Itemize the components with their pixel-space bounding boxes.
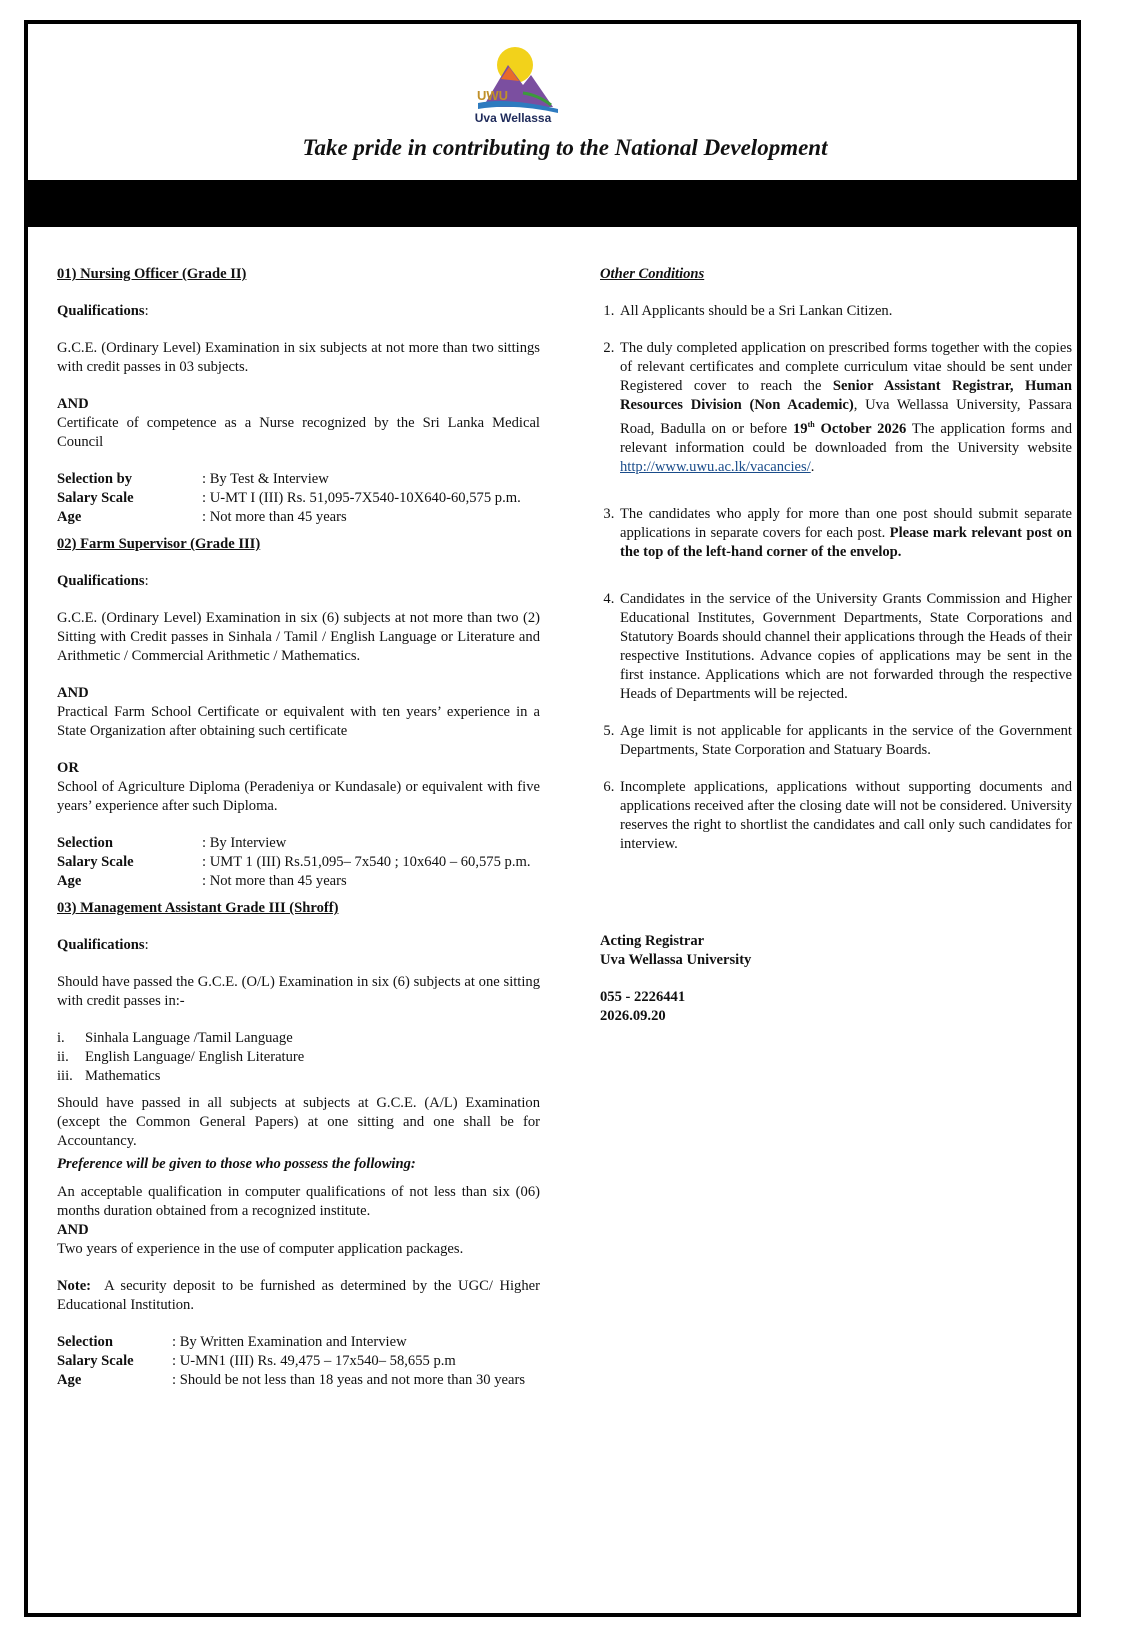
qualification-text: Should have passed the G.C.E. (O/L) Examination in six (6) subjects at one sitting with credit passes in:- bbox=[57, 974, 540, 1009]
selection-label: Selection by bbox=[57, 471, 132, 487]
header-banner bbox=[28, 180, 1077, 227]
signatory-title: Acting Registrar bbox=[600, 932, 705, 949]
preference-text: Two years of experience in the use of computer application packages. bbox=[57, 1241, 464, 1257]
age-label: Age bbox=[57, 509, 82, 525]
uwu-logo-icon bbox=[463, 45, 563, 115]
subject-list bbox=[57, 1029, 540, 1086]
list-item: ii. English Language/ English Literature bbox=[57, 1049, 305, 1065]
conditions-list bbox=[600, 302, 1072, 854]
salary-value: : U-MT I (III) Rs. 51,095-7X540-10X640-60,575 p.m. bbox=[202, 490, 521, 506]
qualifications-label: Qualifications bbox=[57, 937, 145, 953]
age-label: Age bbox=[57, 873, 82, 889]
condition-item: 2. The duly completed application on prescribed forms together with the copies of relevant certificates and complete curriculum vitae should be sent under Registered cover to reach the Senior Assistant Registrar, Human Resources Division (Non Academic), Uva Wellassa University, Passara Road, Badulla on or before 19th October 2026 The application forms and relevant information could be downloaded from the University website http://www.uwu.ac.lk/vacancies/. bbox=[618, 339, 1072, 477]
age-value: : Not more than 45 years bbox=[202, 509, 347, 525]
conditions-title: Other Conditions bbox=[600, 266, 705, 282]
list-item: iii. Mathematics bbox=[57, 1068, 161, 1084]
issue-date: 2026.09.20 bbox=[600, 1007, 666, 1024]
salary-value: : U-MN1 (III) Rs. 49,475 – 17x540– 58,655 p.m bbox=[172, 1353, 456, 1369]
post-title: 02) Farm Supervisor (Grade III) bbox=[57, 536, 261, 552]
conditions-column bbox=[600, 265, 1072, 1026]
university-logo bbox=[463, 45, 563, 125]
salary-label: Salary Scale bbox=[57, 854, 134, 870]
qualifications-label: Qualifications bbox=[57, 303, 145, 319]
condition-item: 4. Candidates in the service of the University Grants Commission and Higher Educational Institutes, Government Departments, State Corporations and Statutory Boards should channel their applications through the Heads of their respective Institutions. Advance copies of applications may be sent in the first instance. Applications which are not forwarded through the respective Heads of Departments will be rejected. bbox=[618, 590, 1072, 704]
and-label: AND bbox=[57, 1222, 89, 1238]
post-title: 01) Nursing Officer (Grade II) bbox=[57, 266, 247, 282]
condition-item: 5. Age limit is not applicable for applicants in the service of the Government Departments, State Corporation and Statuary Boards. bbox=[618, 722, 1072, 760]
preference-text: An acceptable qualification in computer qualifications of not less than six (06) months duration obtained from a recognized institute. bbox=[57, 1184, 540, 1219]
note-label: Note: bbox=[57, 1278, 92, 1294]
age-label: Age bbox=[57, 1372, 82, 1388]
qualification-text: Should have passed in all subjects at subjects at G.C.E. (A/L) Examination (except the Common General Papers) at one sitting and one shall be for Accountancy. bbox=[57, 1095, 540, 1149]
note-text: A security deposit to be furnished as determined by the UGC/ Higher Educational Institution. bbox=[57, 1278, 540, 1313]
qualification-text: G.C.E. (Ordinary Level) Examination in six (6) subjects at not more than two (2) Sitting with Credit passes in Sinhala / Tamil / English Language or Literature and Arithmetic / Commercial Arithmetic / Mathematics. bbox=[57, 610, 540, 664]
qualifications-label: Qualifications bbox=[57, 573, 145, 589]
vacancies-link[interactable]: http://www.uwu.ac.lk/vacancies/ bbox=[620, 458, 811, 475]
or-label: OR bbox=[57, 760, 79, 776]
signatory-org: Uva Wellassa University bbox=[600, 951, 752, 968]
list-item: i. Sinhala Language /Tamil Language bbox=[57, 1030, 293, 1046]
selection-value: : By Written Examination and Interview bbox=[172, 1334, 407, 1350]
and-label: AND bbox=[57, 685, 89, 701]
post-title: 03) Management Assistant Grade III (Shroff) bbox=[57, 900, 339, 916]
selection-value: : By Interview bbox=[202, 835, 287, 851]
salary-label: Salary Scale bbox=[57, 490, 134, 506]
qualification-text: G.C.E. (Ordinary Level) Examination in six subjects at not more than two sittings with credit passes in 03 subjects. bbox=[57, 340, 540, 375]
age-value: : Not more than 45 years bbox=[202, 873, 347, 889]
posts-column: 01) Nursing Officer (Grade II) Qualifications: G.C.E. (Ordinary Level) Examination in six subjects at not more than two sittings with credit passes in 03 subjects. AND Certificate of competence as a Nurse recognized by the Sri Lanka Medical Council Selection by : By Test & Interview Salary Scale : U-MT I (III) Rs. 51,095-7X540-10X640-60,575 p.m. Age : Not more than 45 years 02) Farm Supervisor (Grade III) Qualifications: G.C.E. (Ordinary Level) Examination in six (6) subjects at not more than two (2) Sitting with Credit passes in Sinhala / Tamil / English Language or Literature and Arithmetic / Commercial Arithmetic / Mathematics. AND Practical Farm School Certificate or equivalent with ten years’ experience in a State Organization after obtaining such certificate OR School of Agriculture Diploma (Peradeniya or Kundasale) or equivalent with five years’ experience after such Diploma. Selection : By Interview Salary Scale : UMT 1 (III) Rs.51,095– 7x540 ; 10x640 – 60,575 p.m. Age : Not more than 45 years 03) Management Assistant Grade III (Shroff) Qualifications: Should have passed the G.C.E. (O/L) Examination in six (6) subjects at one sitting with credit passes in:- i. Sinhala Language /Tamil Language ii. English Language/ English Literature iii. Mathematics Should have passed in all subjects at subjects at G.C.E. (A/L) Examination (except the Common General Papers) at one sitting and one shall be for Accountancy. Preference will be given to those who possess the following: An acceptable qualification in computer qualifications of not less than six (06) months duration obtained from a recognized institute. AND Two years of experience in the use of computer application packages. Note: A security deposit to be furnished as determined by the UGC/ Higher Educational Institution. Selection : By Written Examination and Interview Salary Scale : U-MN1 (III) Rs. 49,475 – 17x540– 58,655 p.m Age : Should be not less than 18 yeas and not more than 30 years bbox=[57, 266, 540, 1388]
preference-heading: Preference will be given to those who possess the following: bbox=[57, 1156, 416, 1172]
condition-item: 1. All Applicants should be a Sri Lankan Citizen. bbox=[618, 302, 1072, 321]
svg-text:UWU: UWU bbox=[477, 88, 509, 103]
qualification-text: Certificate of competence as a Nurse recognized by the Sri Lanka Medical Council bbox=[57, 415, 540, 450]
qualification-text: Practical Farm School Certificate or equivalent with ten years’ experience in a State Organization after obtaining such certificate bbox=[57, 704, 540, 739]
selection-label: Selection bbox=[57, 1334, 113, 1350]
condition-item: 3. The candidates who apply for more than one post should submit separate applications in separate covers for each post. Please mark relevant post on the top of the left-hand corner of the envelop. bbox=[618, 505, 1072, 562]
age-value: : Should be not less than 18 yeas and not more than 30 years bbox=[172, 1372, 526, 1388]
logo-caption: Uva Wellassa bbox=[474, 111, 552, 125]
condition-item: 6. Incomplete applications, applications without supporting documents and applications received after the closing date will not be considered. University reserves the right to shortlist the candidates and call only such candidates for interview. bbox=[618, 778, 1072, 854]
salary-value: : UMT 1 (III) Rs.51,095– 7x540 ; 10x640 – 60,575 p.m. bbox=[202, 854, 531, 870]
selection-value: : By Test & Interview bbox=[202, 471, 329, 487]
contact-phone: 055 - 2226441 bbox=[600, 988, 686, 1005]
salary-label: Salary Scale bbox=[57, 1353, 134, 1369]
qualification-text: School of Agriculture Diploma (Peradeniya or Kundasale) or equivalent with five years’ experience after such Diploma. bbox=[57, 779, 540, 814]
selection-label: Selection bbox=[57, 835, 113, 851]
and-label: AND bbox=[57, 396, 89, 412]
tagline: Take pride in contributing to the National Development bbox=[302, 135, 828, 160]
